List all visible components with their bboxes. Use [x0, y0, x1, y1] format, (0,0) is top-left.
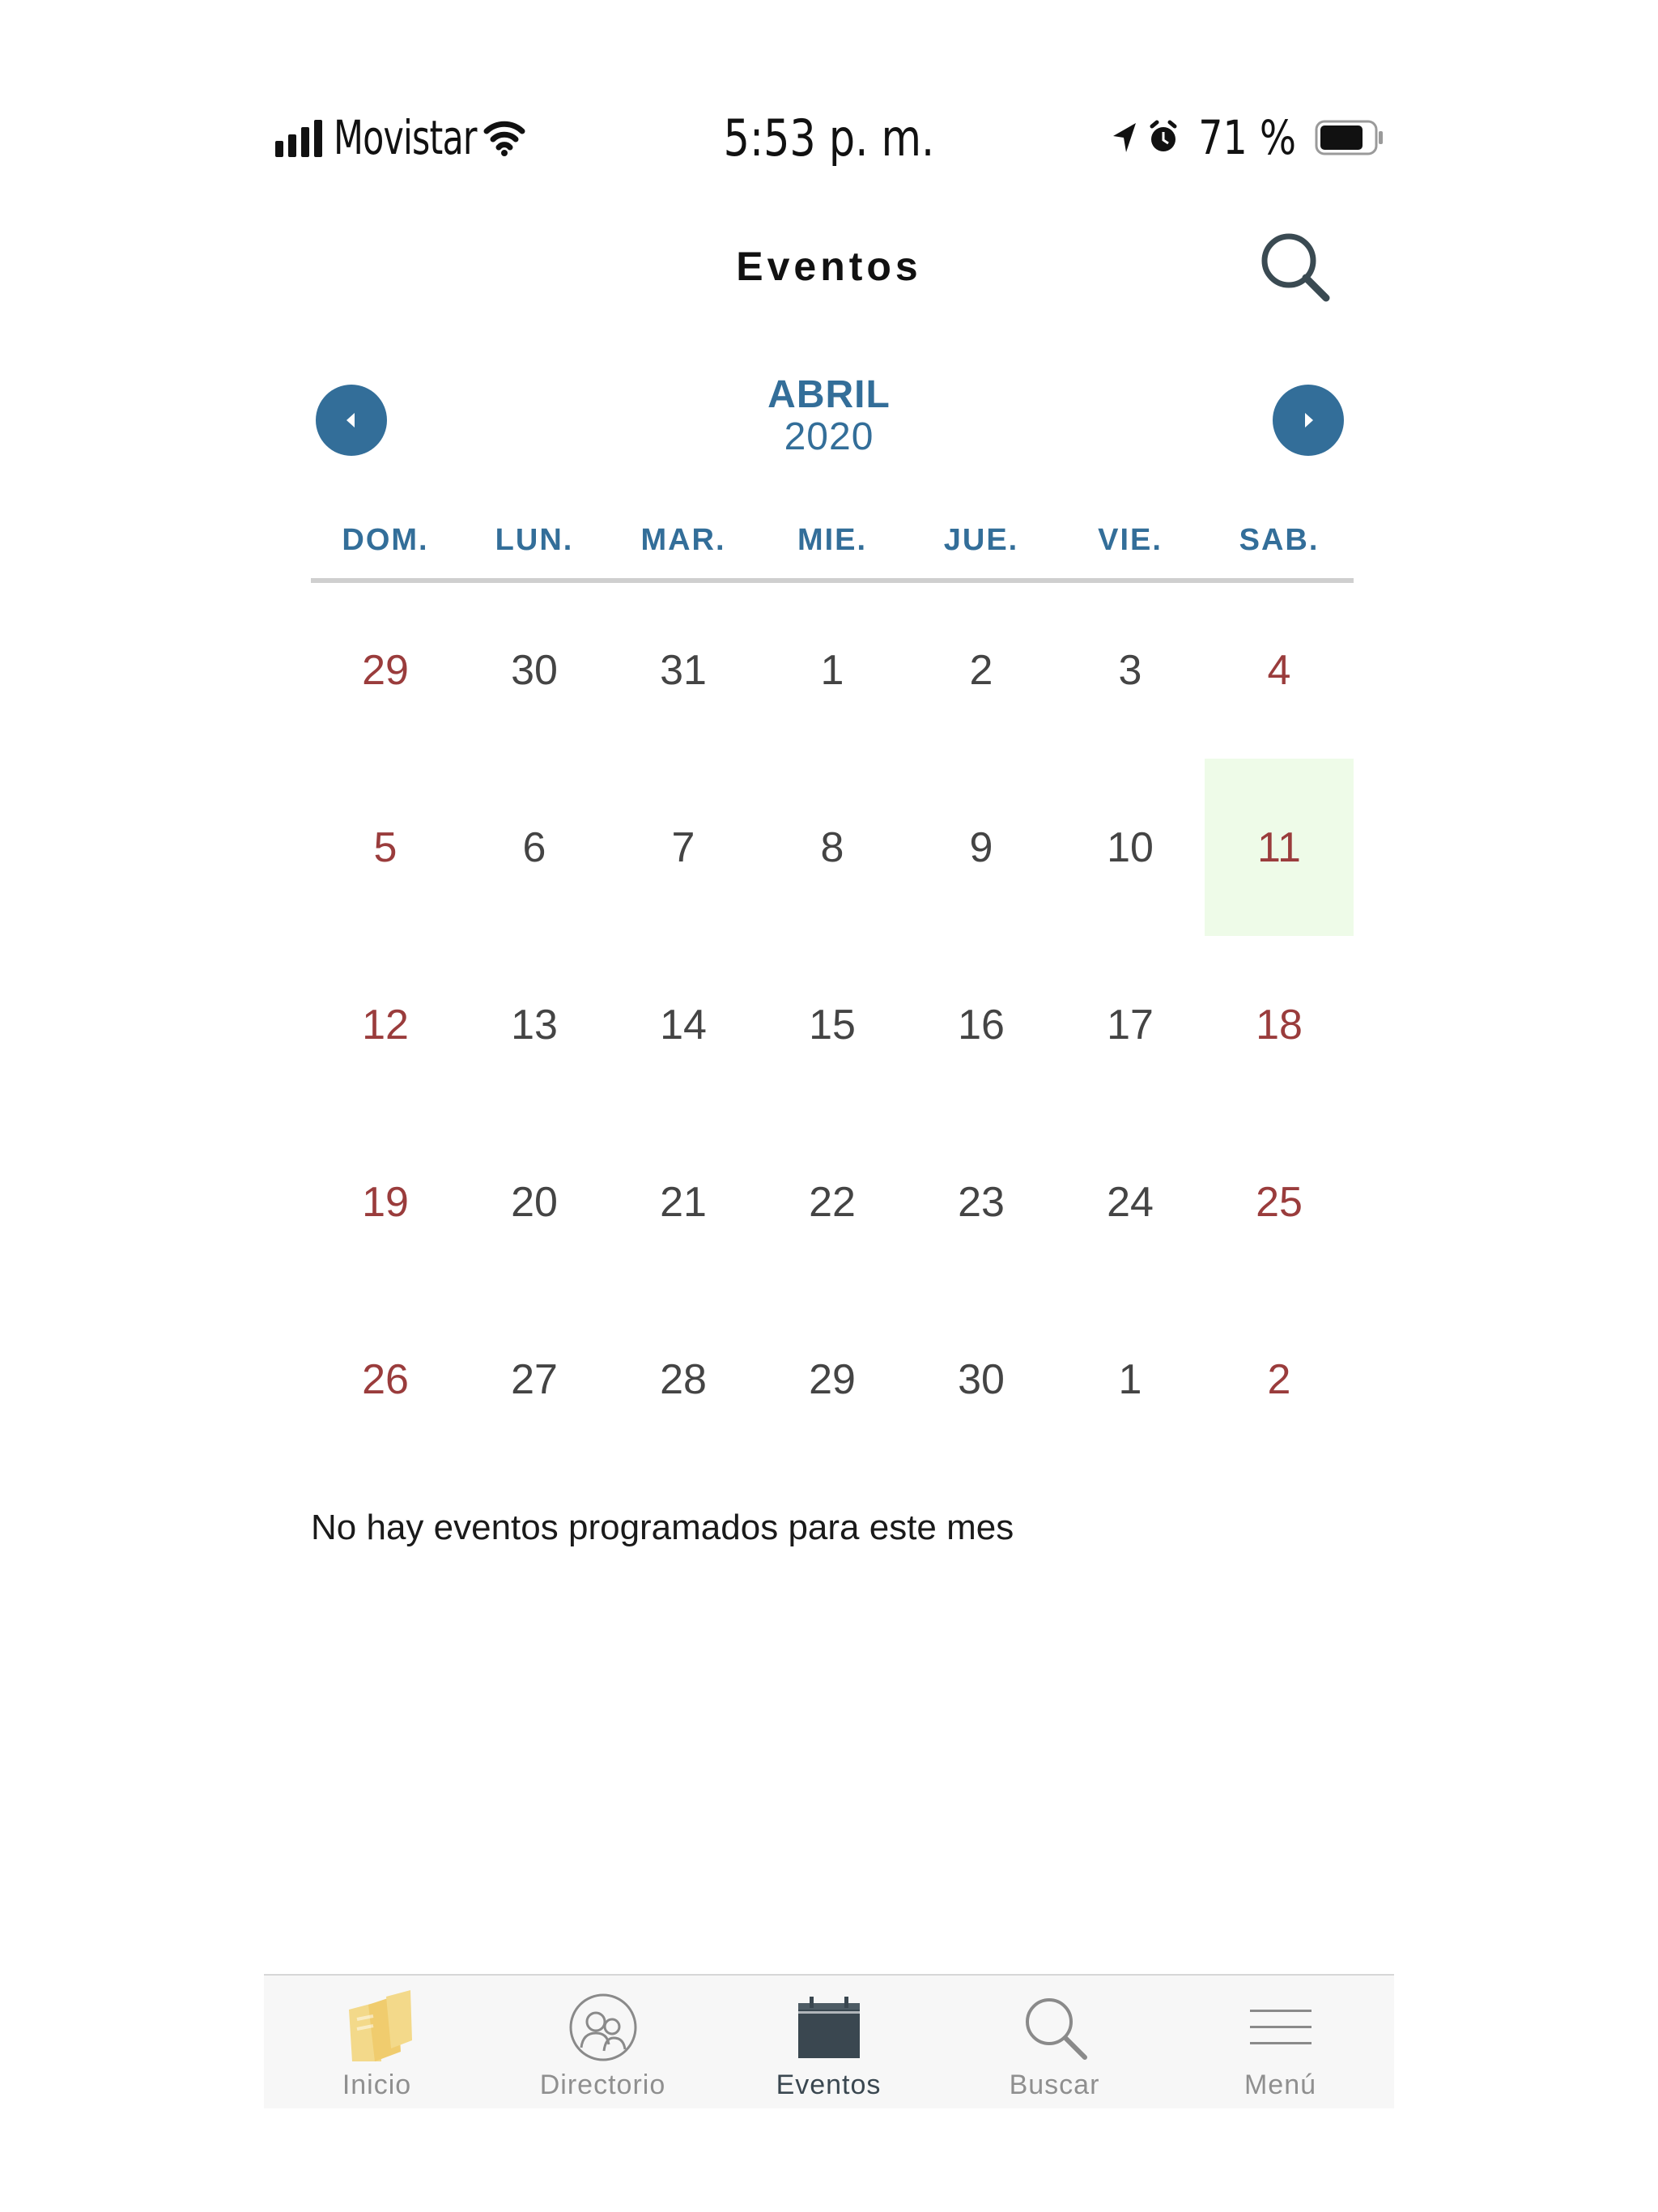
tab-bar: [264, 1974, 1394, 2108]
calendar-icon: [795, 1993, 863, 2061]
search-icon: [1020, 1993, 1090, 2062]
calendar-day[interactable]: 16: [958, 1001, 1005, 1049]
calendar-day[interactable]: 27: [511, 1355, 558, 1403]
tab-inicio[interactable]: [264, 1976, 490, 2110]
calendar-day[interactable]: 17: [1107, 1001, 1154, 1049]
alarm-icon: [1147, 118, 1180, 157]
calendar-day[interactable]: 9: [969, 823, 993, 871]
battery-percent: 71 %: [1197, 110, 1296, 165]
search-icon: [1255, 227, 1336, 308]
weekday-label: JUE.: [943, 523, 1019, 557]
calendar-day[interactable]: 1: [820, 646, 844, 694]
calendar-day[interactable]: 3: [1118, 646, 1142, 694]
tab-directorio[interactable]: [490, 1976, 716, 2110]
calendar-day[interactable]: 28: [660, 1355, 707, 1403]
tab-icon-wrap: [942, 1987, 1167, 2068]
calendar-day[interactable]: 14: [660, 1001, 707, 1049]
nav-header: [264, 227, 1394, 308]
chevron-right-icon: [1296, 408, 1320, 432]
calendar-day[interactable]: 8: [820, 823, 844, 871]
weekday-label: MAR.: [640, 523, 726, 557]
month-name: ABRIL: [767, 373, 891, 416]
tab-label: Buscar: [1009, 2069, 1100, 2100]
carrier-name: Movistar: [334, 110, 477, 165]
calendar-day[interactable]: 15: [809, 1001, 856, 1049]
tab-eventos[interactable]: [716, 1976, 942, 2110]
calendar-day[interactable]: 23: [958, 1178, 1005, 1226]
tab-buscar[interactable]: [942, 1976, 1167, 2110]
calendar-week: [311, 759, 1354, 936]
weekday-label: DOM.: [342, 523, 429, 557]
calendar-day[interactable]: 19: [362, 1178, 409, 1226]
tab-label: Inicio: [342, 2069, 412, 2100]
location-arrow-icon: [1110, 120, 1139, 155]
calendar-day[interactable]: 25: [1256, 1178, 1303, 1226]
tab-icon-wrap: [264, 1987, 490, 2068]
calendar-grid: [311, 581, 1354, 1468]
calendar-day[interactable]: 2: [969, 646, 993, 694]
app-screen: [264, 0, 1394, 2212]
status-right: [1110, 105, 1384, 170]
tab-menu[interactable]: [1167, 1976, 1393, 2110]
weekday-label: SAB.: [1239, 523, 1320, 557]
calendar-day[interactable]: 4: [1267, 646, 1291, 694]
calendar-day[interactable]: 30: [958, 1355, 1005, 1403]
calendar-day[interactable]: 10: [1107, 823, 1154, 871]
weekday-label: VIE.: [1098, 523, 1163, 557]
calendar-day[interactable]: 31: [660, 646, 707, 694]
tab-icon-wrap: [716, 1987, 942, 2068]
calendar-week: [311, 936, 1354, 1113]
tab-icon-wrap: [1167, 1987, 1393, 2068]
calendar-day[interactable]: 13: [511, 1001, 558, 1049]
calendar-day[interactable]: 26: [362, 1355, 409, 1403]
calendar-day[interactable]: 29: [362, 646, 409, 694]
tab-label: Menú: [1244, 2069, 1317, 2100]
weekday-label: LUN.: [495, 523, 574, 557]
status-bar: [264, 105, 1394, 170]
tab-label: Eventos: [776, 2069, 882, 2100]
calendar-day-selected[interactable]: 11: [1205, 759, 1354, 936]
header-search-button[interactable]: [1255, 227, 1336, 308]
calendar-day[interactable]: 24: [1107, 1178, 1154, 1226]
calendar-day[interactable]: 20: [511, 1178, 558, 1226]
hamburger-menu-icon: [1247, 2003, 1315, 2052]
directory-people-icon: [567, 1991, 640, 2064]
weekday-label: MIE.: [797, 523, 868, 557]
calendar-week: [311, 1113, 1354, 1291]
calendar-day[interactable]: 30: [511, 646, 558, 694]
weekday-header: [311, 518, 1354, 583]
calendar-day[interactable]: 22: [809, 1178, 856, 1226]
month-year: 2020: [784, 415, 874, 458]
page-title: Eventos: [736, 244, 922, 289]
battery-icon: [1315, 119, 1384, 156]
calendar-day[interactable]: 18: [1256, 1001, 1303, 1049]
home-logo-icon: [333, 1987, 422, 2068]
tab-label: Directorio: [539, 2069, 666, 2100]
calendar-day[interactable]: 1: [1118, 1355, 1142, 1403]
calendar-day[interactable]: 21: [660, 1178, 707, 1226]
calendar-week: [311, 581, 1354, 759]
month-navigation: [264, 372, 1394, 486]
tab-icon-wrap: [490, 1987, 716, 2068]
calendar-day[interactable]: 29: [809, 1355, 856, 1403]
calendar-day[interactable]: 2: [1267, 1355, 1291, 1403]
calendar-day[interactable]: 12: [362, 1001, 409, 1049]
empty-state-message: No hay eventos programados para este mes: [311, 1508, 1014, 1547]
calendar-day[interactable]: 5: [373, 823, 397, 871]
calendar-day[interactable]: 7: [671, 823, 695, 871]
calendar-week: [311, 1291, 1354, 1468]
clock-time: 5:53 p. m.: [723, 108, 935, 168]
calendar-day[interactable]: 6: [522, 823, 546, 871]
next-month-button[interactable]: [1273, 385, 1344, 456]
